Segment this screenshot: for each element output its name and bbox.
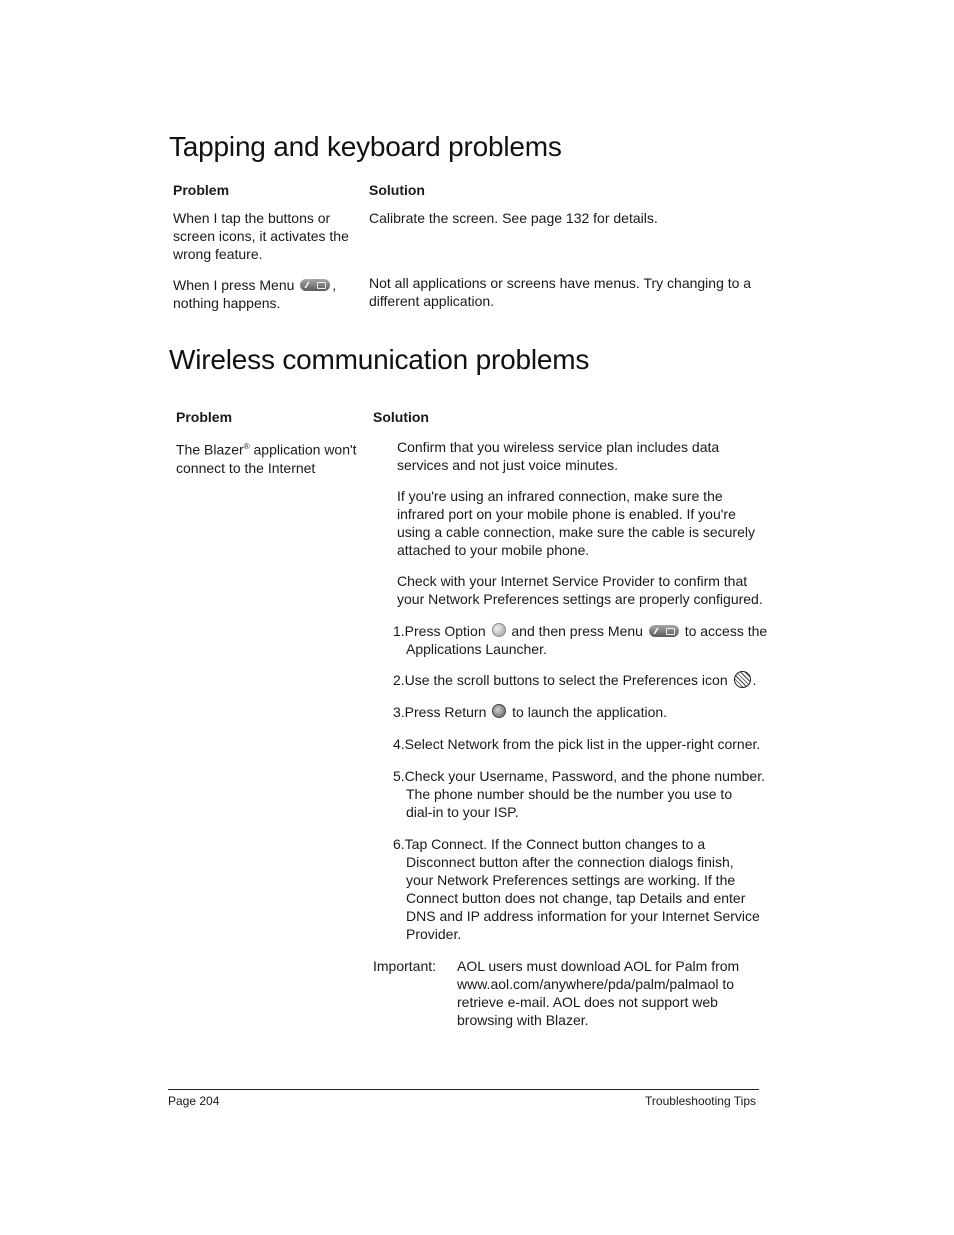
step-6-a: 6.Tap Connect. If the Connect button changes to a — [393, 836, 706, 852]
problem-menu-post: , nothing happens. — [173, 277, 337, 311]
step-2-a: 2.Use the scroll buttons to select the Preferences icon — [393, 672, 728, 688]
preferences-icon — [734, 671, 751, 688]
column-header-problem-2: Problem — [176, 409, 233, 425]
solution-para-service-plan: Confirm that you wireless service plan includes data services and not just voice minutes. — [397, 439, 720, 473]
option-icon — [492, 623, 506, 637]
step-1-a: 1.Press Option — [393, 623, 486, 639]
step-5-a: 5.Check your Username, Password, and the phone number. — [393, 768, 765, 784]
solution-para-isp: Check with your Internet Service Provider to confirm that your Network Preferences settings are properly configured. — [397, 573, 763, 607]
important-text: AOL users must download AOL for Palm from www.aol.com/anywhere/pda/palm/palmaol to retrieve e-mail. AOL does not support web browsing with Blazer. — [457, 958, 740, 1028]
step-1 — [393, 622, 768, 658]
footer-rule — [168, 1089, 759, 1090]
step-3-a: 3.Press Return — [393, 704, 487, 720]
step-3-b: to launch the application. — [512, 704, 668, 720]
step-4: 4.Select Network from the pick list in the upper-right corner. — [393, 736, 761, 752]
important-label: Important: — [373, 958, 437, 974]
step-2 — [393, 671, 763, 689]
menu-icon — [649, 625, 679, 637]
step-6 — [393, 835, 763, 943]
step-6-b: Disconnect button after the connection dialogs finish, your Network Preferences settings are working. If the Connect button does not change, tap Details and enter DNS and IP address information for your Internet Service Provider. — [406, 854, 760, 942]
step-1-b: and then press Menu — [511, 623, 643, 639]
problem-menu-pre: When I press Menu — [173, 277, 295, 293]
step-5 — [393, 767, 763, 821]
problem-text-blazer — [176, 438, 366, 477]
problem-blazer-post: application won't connect to the Internet — [176, 441, 357, 476]
step-5-b: The phone number should be the number you use to dial-in to your ISP. — [406, 786, 733, 820]
problem-blazer-pre: The Blazer — [176, 441, 244, 458]
solution-text-calibrate: Calibrate the screen. See page 132 for details. — [369, 210, 658, 226]
problem-text-wrong-feature: When I tap the buttons or screen icons, it activates the wrong feature. — [173, 210, 349, 262]
column-header-problem: Problem — [173, 182, 230, 198]
chapter-title: Troubleshooting Tips — [645, 1094, 756, 1108]
step-3 — [393, 703, 763, 721]
section-title-tapping: Tapping and keyboard problems — [169, 131, 562, 162]
section-title-wireless: Wireless communication problems — [169, 344, 590, 375]
problem-text-menu — [173, 276, 358, 312]
column-header-solution-2: Solution — [373, 409, 429, 425]
page-number: Page 204 — [168, 1094, 220, 1108]
step-2-b: . — [752, 672, 757, 688]
step-1-d: Applications Launcher. — [406, 641, 547, 657]
step-1-c: to access the — [684, 623, 768, 639]
menu-icon — [300, 279, 330, 291]
column-header-solution: Solution — [369, 182, 425, 198]
solution-text-menus: Not all applications or screens have menus. Try changing to a different application. — [369, 275, 752, 309]
solution-para-infrared: If you're using an infrared connection, make sure the infrared port on your mobile phone is enabled. If you're using a cable connection, make sure the cable is securely attached to your mobile phone. — [397, 488, 755, 558]
return-icon — [492, 704, 506, 718]
registered-mark: ® — [243, 442, 250, 451]
